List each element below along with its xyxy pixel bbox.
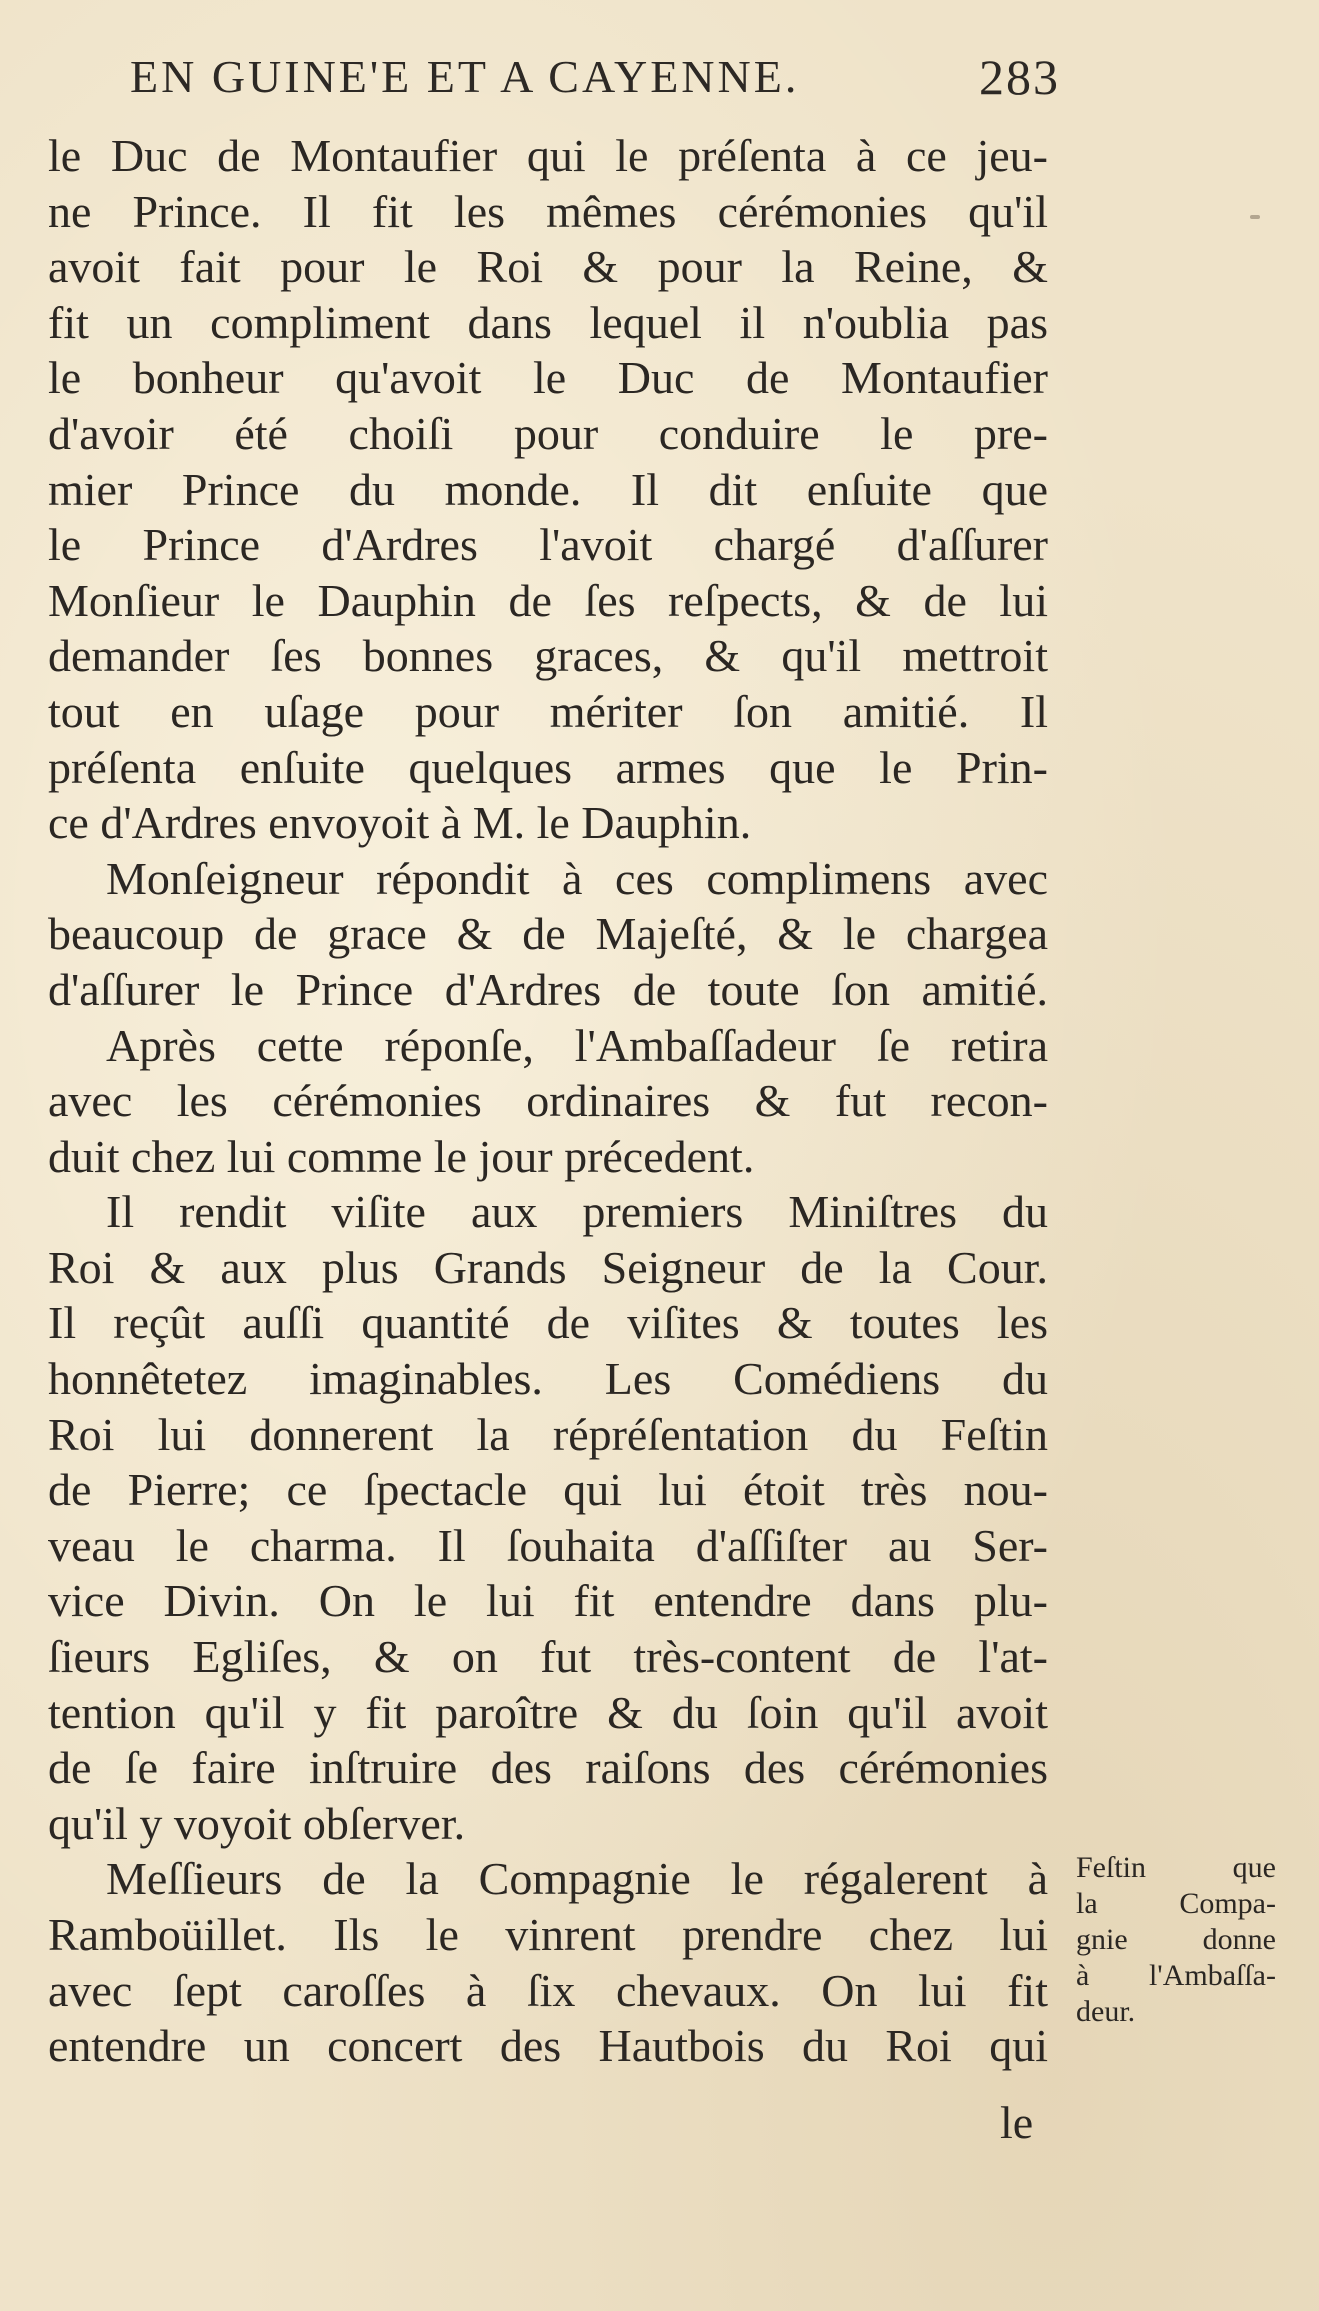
catchword: le xyxy=(1000,2097,1034,2148)
margin-note-line: à l'Ambaſſa- xyxy=(1076,1959,1276,1992)
header-title: EN GUINE'E ET A CAYENNE. xyxy=(130,51,800,102)
text-line: Monſeigneur répondit à ces complimens avec xyxy=(106,852,1048,904)
text-line: le Duc de Montaufier qui le préſenta à ce jeu- xyxy=(48,130,1048,181)
text-line: Il reçût auſſi quantité de viſites & toutes les xyxy=(48,1297,1048,1349)
text-line: mier Prince du monde. Il dit enſuite que xyxy=(48,463,1048,515)
text-line: honnêtetez imaginables. Les Comédiens du xyxy=(48,1353,1048,1405)
text-line: veau le charma. Il ſouhaita d'aſſiſter au Ser- xyxy=(48,1519,1048,1571)
text-line: de ſe faire inſtruire des raiſons des cérémonies xyxy=(48,1742,1048,1794)
text-line: tention qu'il y fit paroître & du ſoin qu'il avoit xyxy=(48,1686,1048,1738)
text-line: tout en uſage pour mériter ſon amitié. Il xyxy=(48,685,1048,737)
running-header xyxy=(130,42,1060,112)
text-line: vice Divin. On le lui fit entendre dans plu- xyxy=(48,1575,1048,1627)
text-line: Après cette réponſe, l'Ambaſſadeur ſe retira xyxy=(106,1019,1048,1071)
text-line: Roi & aux plus Grands Seigneur de la Cour. xyxy=(48,1241,1048,1293)
text-line: Meſſieurs de la Compagnie le régalerent à xyxy=(106,1853,1048,1905)
margin-note xyxy=(1076,1850,1276,2030)
text-line: entendre un concert des Hautbois du Roi qui xyxy=(48,2020,1048,2072)
text-line: d'aſſurer le Prince d'Ardres de toute ſon amitié. xyxy=(48,963,1048,1015)
text-line: avec ſept caroſſes à ſix chevaux. On lui fit xyxy=(48,1964,1048,2016)
margin-note-line: Feſtin que xyxy=(1076,1851,1276,1884)
text-line: Il rendit viſite aux premiers Miniſtres du xyxy=(106,1186,1048,1238)
margin-note-line: deur. xyxy=(1076,1995,1136,2028)
text-line: Ramboüillet. Ils le vinrent prendre chez lui xyxy=(48,1909,1048,1960)
body-text xyxy=(48,128,1048,2074)
text-line: fit un compliment dans lequel il n'oublia pas xyxy=(48,296,1048,348)
margin-note-line: gnie donne xyxy=(1076,1923,1276,1956)
text-line: avec les cérémonies ordinaires & fut recon- xyxy=(48,1075,1048,1127)
text-line: préſenta enſuite quelques armes que le Prin- xyxy=(48,741,1048,793)
text-line: demander ſes bonnes graces, & qu'il mettroit xyxy=(48,630,1048,682)
page-number: 283 xyxy=(979,49,1060,105)
text-line: qu'il y voyoit obſerver. xyxy=(48,1797,466,1849)
text-line: ne Prince. Il fit les mêmes cérémonies qu'il xyxy=(48,185,1048,237)
text-line: le Prince d'Ardres l'avoit chargé d'aſſurer xyxy=(48,519,1048,571)
text-line: duit chez lui comme le jour précedent. xyxy=(48,1130,755,1182)
ink-speck xyxy=(1250,215,1260,219)
text-line: de Pierre; ce ſpectacle qui lui étoit très nou- xyxy=(48,1464,1048,1516)
text-line: avoit fait pour le Roi & pour la Reine, & xyxy=(48,241,1048,293)
text-line: Roi lui donnerent la répréſentation du Feſtin xyxy=(48,1408,1048,1460)
margin-note-line: la Compa- xyxy=(1076,1887,1276,1920)
text-line: ſieurs Egliſes, & on fut très-content de l'at- xyxy=(48,1631,1048,1683)
text-line: beaucoup de grace & de Majeſté, & le chargea xyxy=(48,908,1048,960)
text-line: ce d'Ardres envoyoit à M. le Dauphin. xyxy=(48,797,752,849)
text-line: d'avoir été choiſi pour conduire le pre- xyxy=(48,407,1048,459)
text-line: Monſieur le Dauphin de ſes reſpects, & de lui xyxy=(48,574,1048,626)
text-line: le bonheur qu'avoit le Duc de Montaufier xyxy=(48,352,1048,404)
